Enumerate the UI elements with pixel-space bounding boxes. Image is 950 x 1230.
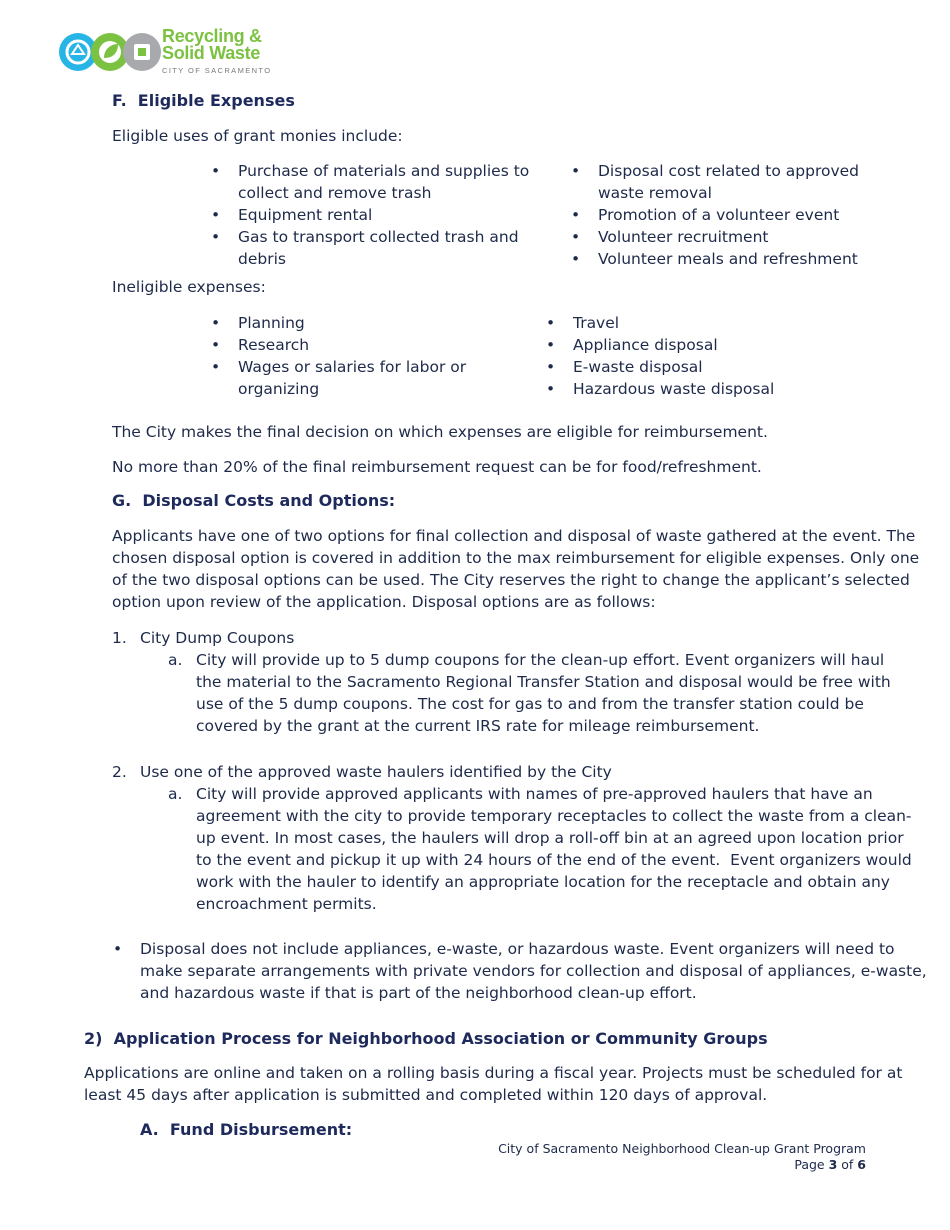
text-line: make separate arrangements with private vendors for collection and disposal of appliances, e-waste,	[140, 962, 927, 980]
list-item-text: Research	[238, 336, 310, 354]
recycling-logo-icon	[58, 30, 162, 74]
option-1a-label: a.	[168, 651, 183, 669]
bullet: •	[211, 314, 221, 332]
text-line: chosen disposal option is covered in addition to the max reimbursement for eligible expenses. Only one	[112, 549, 920, 567]
list-item-text: collect and remove trash	[238, 184, 432, 202]
list-item-text: Volunteer meals and refreshment	[598, 250, 858, 268]
logo-subtitle: CITY OF SACRAMENTO	[162, 66, 272, 75]
list-item-text: Wages or salaries for labor or	[238, 358, 467, 376]
food-limit-note: No more than 20% of the final reimbursement request can be for food/refreshment.	[112, 458, 762, 476]
option-1a-text	[196, 649, 891, 737]
page-of: of	[837, 1157, 858, 1172]
list-item-text: Appliance disposal	[573, 336, 718, 354]
text-line: covered by the grant at the current IRS rate for mileage reimbursement.	[196, 717, 760, 735]
logo-wordmark	[162, 28, 262, 62]
section-2-heading: 2) Application Process for Neighborhood Association or Community Groups	[84, 1029, 768, 1048]
bullet: •	[211, 336, 221, 354]
text-line: Disposal does not include appliances, e-waste, or hazardous waste. Event organizers will need to	[140, 940, 895, 958]
option-2-title: Use one of the approved waste haulers identified by the City	[140, 763, 612, 781]
section-f-heading: F. Eligible Expenses	[112, 91, 295, 110]
eligibility-note: The City makes the final decision on which expenses are eligible for reimbursement.	[112, 423, 768, 441]
text-line: Applications are online and taken on a rolling basis during a fiscal year. Projects must be scheduled for at	[84, 1064, 903, 1082]
list-item-text: Promotion of a volunteer event	[598, 206, 840, 224]
bullet: •	[546, 336, 556, 354]
text-line: option upon review of the application. Disposal options are as follows:	[112, 593, 656, 611]
bullet: •	[571, 228, 581, 246]
text-line: and hazardous waste if that is part of the neighborhood clean-up effort.	[140, 984, 697, 1002]
bullet: •	[211, 358, 221, 376]
bullet: •	[571, 250, 581, 268]
list-item-text: E-waste disposal	[573, 358, 703, 376]
list-item-text: Gas to transport collected trash and	[238, 228, 519, 246]
section-f-intro: Eligible uses of grant monies include:	[112, 127, 403, 145]
page-footer	[498, 1141, 866, 1173]
option-2-number: 2.	[112, 763, 127, 781]
list-item-text: organizing	[238, 380, 320, 398]
list-item-text: waste removal	[598, 184, 712, 202]
text-line: to the event and pickup it up with 24 hours of the end of the event. Event organizers would	[196, 851, 912, 869]
bullet: •	[546, 380, 556, 398]
bullet: •	[571, 162, 581, 180]
list-item-text: Hazardous waste disposal	[573, 380, 775, 398]
text-line: up event. In most cases, the haulers will drop a roll-off bin at an agreed upon location prior	[196, 829, 904, 847]
text-line: of the two disposal options can be used. The City reserves the right to change the applicant’s selected	[112, 571, 910, 589]
list-item-text: Volunteer recruitment	[598, 228, 769, 246]
text-line: the material to the Sacramento Regional Transfer Station and disposal would be free with	[196, 673, 891, 691]
ineligible-intro: Ineligible expenses:	[112, 278, 266, 296]
bullet: •	[211, 162, 221, 180]
list-item-text: Planning	[238, 314, 305, 332]
list-item-text: Travel	[573, 314, 620, 332]
text-line: use of the 5 dump coupons. The cost for gas to and from the transfer station could be	[196, 695, 864, 713]
disposal-exclusion-note	[140, 938, 927, 1004]
page-current: 3	[828, 1157, 838, 1172]
bullet: •	[211, 206, 221, 224]
text-line: City will provide up to 5 dump coupons for the clean-up effort. Event organizers will haul	[196, 651, 885, 669]
option-1-number: 1.	[112, 629, 127, 647]
text-line: least 45 days after application is submitted and completed within 120 days of approval.	[84, 1086, 768, 1104]
footer-program-name: City of Sacramento Neighborhood Clean-up Grant Program	[498, 1141, 866, 1156]
section-g-heading: G. Disposal Costs and Options:	[112, 491, 396, 510]
text-line: City will provide approved applicants with names of pre-approved haulers that have an	[196, 785, 873, 803]
list-item-text: Disposal cost related to approved	[598, 162, 860, 180]
fund-disbursement-heading: A. Fund Disbursement:	[140, 1120, 353, 1139]
recycling-logo	[58, 26, 273, 75]
list-item-text: Equipment rental	[238, 206, 373, 224]
section-g-intro	[112, 525, 919, 613]
page-prefix: Page	[794, 1157, 829, 1172]
page-total: 6	[857, 1157, 866, 1172]
bullet: •	[113, 940, 123, 958]
bullet: •	[211, 228, 221, 246]
section-2-intro	[84, 1062, 902, 1106]
text-line: encroachment permits.	[196, 895, 377, 913]
bullet: •	[546, 314, 556, 332]
option-1-title: City Dump Coupons	[140, 629, 295, 647]
bullet: •	[571, 206, 581, 224]
footer-page-number	[498, 1157, 866, 1173]
list-item-text: debris	[238, 250, 286, 268]
text-line: work with the hauler to identify an appropriate location for the receptacle and obtain any	[196, 873, 890, 891]
option-2a-text	[196, 783, 912, 915]
text-line: Applicants have one of two options for final collection and disposal of waste gathered at the event. The	[112, 527, 916, 545]
logo-line1: Recycling &	[162, 26, 262, 46]
logo-line2: Solid Waste	[162, 43, 261, 63]
option-2a-label: a.	[168, 785, 183, 803]
bullet: •	[546, 358, 556, 376]
text-line: agreement with the city to provide temporary receptacles to collect the waste from a clean-	[196, 807, 912, 825]
list-item-text: Purchase of materials and supplies to	[238, 162, 530, 180]
